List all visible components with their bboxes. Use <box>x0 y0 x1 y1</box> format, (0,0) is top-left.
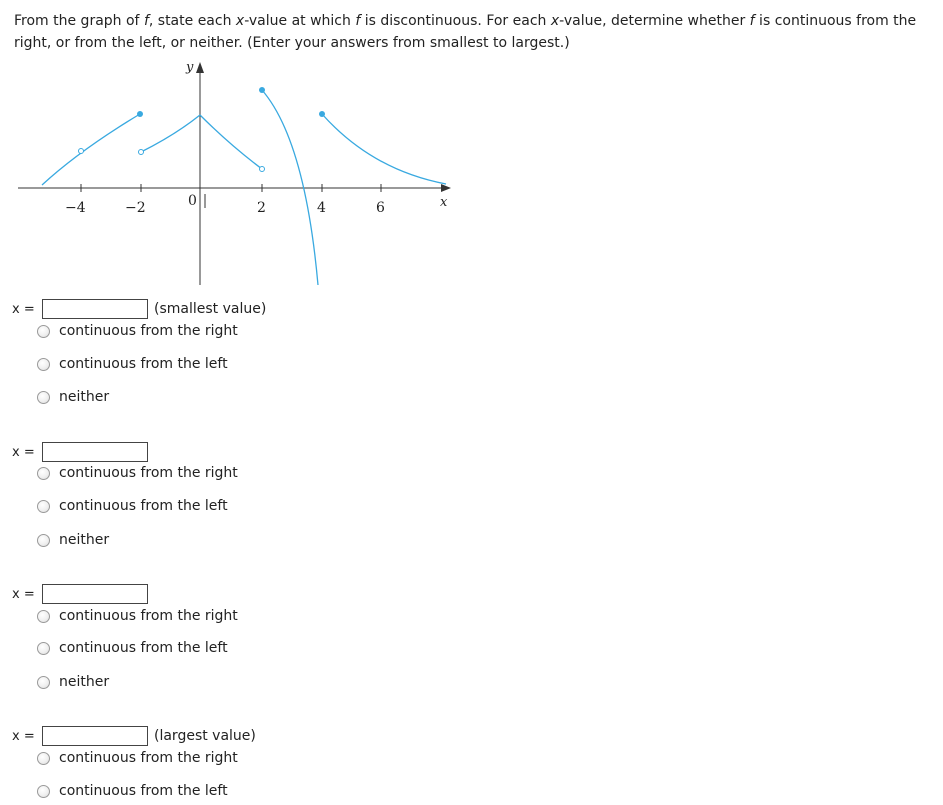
radio-option-continuous-right[interactable] <box>37 748 238 768</box>
radio-option-neither[interactable] <box>37 530 109 550</box>
radio-label: continuous from the right <box>59 750 238 766</box>
radio-option-continuous-left[interactable] <box>37 354 228 374</box>
curve-piece-5 <box>322 114 446 184</box>
radio-option-continuous-right[interactable] <box>37 606 238 626</box>
radio-option-continuous-left[interactable] <box>37 496 228 516</box>
tick-label-neg2: −2 <box>125 200 146 216</box>
curve-piece-2 <box>141 115 200 152</box>
radio-button[interactable] <box>37 358 50 371</box>
y-axis-arrow <box>196 62 204 73</box>
function-graph <box>0 0 470 300</box>
tick-label-2: 2 <box>257 200 266 216</box>
radio-button[interactable] <box>37 467 50 480</box>
radio-button[interactable] <box>37 391 50 404</box>
radio-button[interactable] <box>37 642 50 655</box>
radio-label: continuous from the left <box>59 498 228 514</box>
radio-label: neither <box>59 389 110 405</box>
radio-button[interactable] <box>37 325 50 338</box>
open-point-neg4 <box>79 149 84 154</box>
radio-option-continuous-right[interactable] <box>37 463 238 483</box>
x-value-input[interactable] <box>42 299 148 319</box>
radio-button[interactable] <box>37 534 50 547</box>
radio-label: continuous from the left <box>59 356 228 372</box>
x-value-row <box>12 298 266 320</box>
y-axis-label: y <box>186 60 194 75</box>
x-label: x = <box>12 586 35 602</box>
question-prompt: From the graph of f, state each x-value at which f is discontinuous. For each x-value, determine whether f is continuous from the right, or from the left, or neither. (Enter your answers from smallest to largest.) <box>14 13 917 51</box>
radio-button[interactable] <box>37 752 50 765</box>
x-value-row <box>12 725 256 747</box>
x-value-input[interactable] <box>42 584 148 604</box>
x-label: x = <box>12 728 35 744</box>
radio-label: continuous from the left <box>59 783 228 799</box>
filled-point-neg2 <box>137 111 143 117</box>
radio-button[interactable] <box>37 500 50 513</box>
radio-label: continuous from the right <box>59 608 238 624</box>
x-value-input[interactable] <box>42 726 148 746</box>
curve-piece-1 <box>42 114 140 185</box>
x-axis-arrow <box>441 184 451 192</box>
curve-piece-3 <box>200 115 262 169</box>
x-value-note: (largest value) <box>154 728 256 744</box>
radio-label: continuous from the right <box>59 465 238 481</box>
tick-label-4: 4 <box>317 200 326 216</box>
axes <box>18 62 451 285</box>
radio-button[interactable] <box>37 785 50 798</box>
x-label: x = <box>12 301 35 317</box>
radio-option-neither[interactable] <box>37 672 109 692</box>
radio-button[interactable] <box>37 676 50 689</box>
radio-option-neither[interactable] <box>37 387 109 407</box>
radio-label: neither <box>59 674 110 690</box>
radio-label: neither <box>59 532 110 548</box>
x-value-row <box>12 441 154 463</box>
open-point-neg2 <box>139 150 144 155</box>
origin-label: 0 <box>188 193 197 209</box>
radio-option-continuous-right[interactable] <box>37 321 238 341</box>
radio-label: continuous from the right <box>59 323 238 339</box>
x-value-row <box>12 583 154 605</box>
filled-point-4 <box>319 111 325 117</box>
radio-option-continuous-left[interactable] <box>37 638 228 658</box>
radio-option-continuous-left[interactable] <box>37 781 228 801</box>
x-axis-label: x <box>440 195 448 210</box>
open-point-2 <box>260 167 265 172</box>
filled-point-2 <box>259 87 265 93</box>
tick-label-6: 6 <box>376 200 385 216</box>
radio-label: continuous from the left <box>59 640 228 656</box>
x-label: x = <box>12 444 35 460</box>
x-value-input[interactable] <box>42 442 148 462</box>
x-value-note: (smallest value) <box>154 301 267 317</box>
radio-button[interactable] <box>37 610 50 623</box>
tick-label-neg4: −4 <box>65 200 86 216</box>
